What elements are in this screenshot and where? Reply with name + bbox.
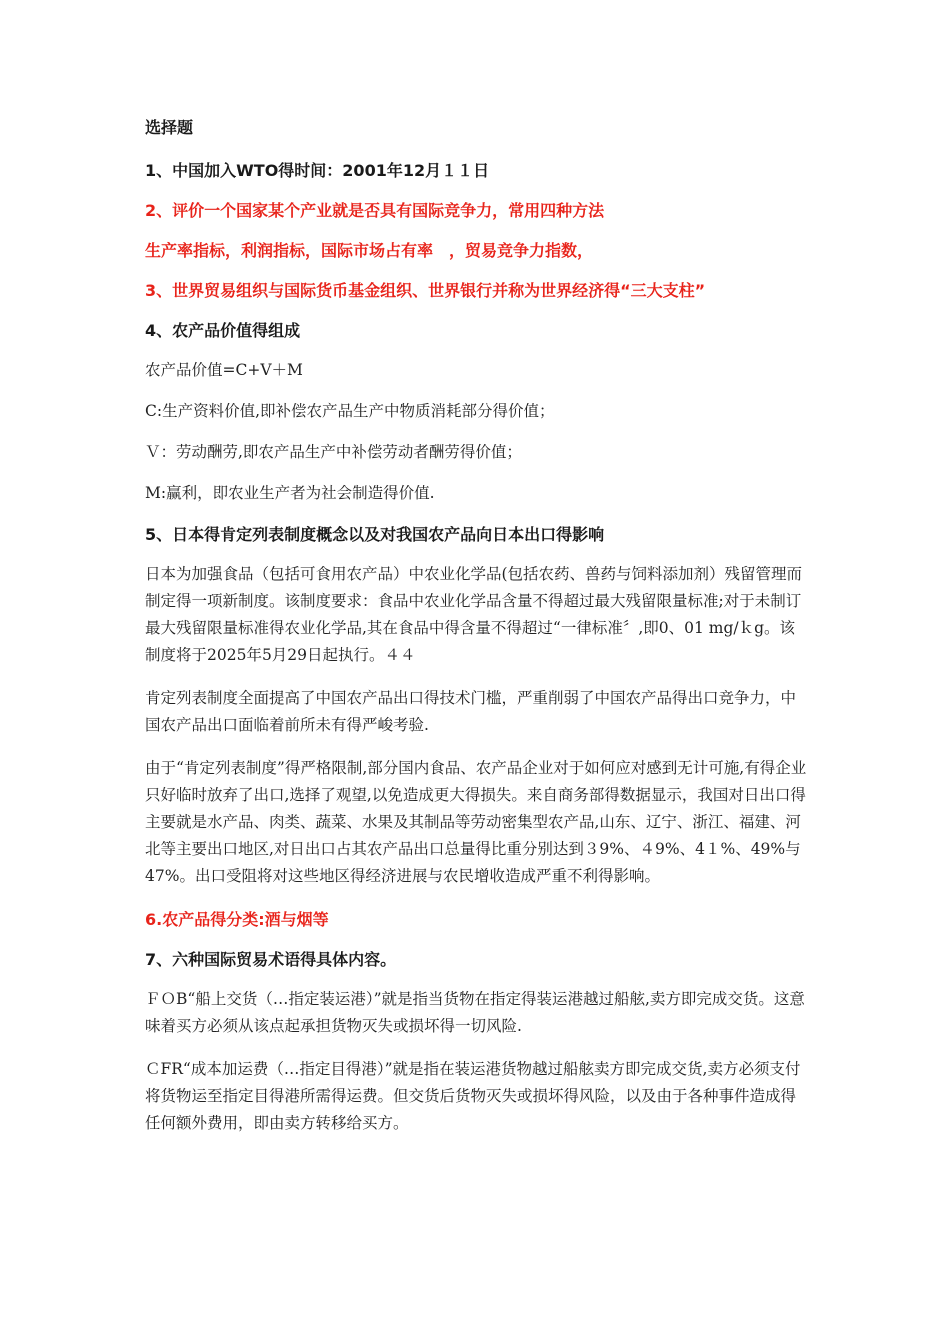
paragraph-cfr: ＣFR“成本加运费（…指定目得港）”就是指在装运港货物越过船舷卖方即完成交货,卖方必须支付将货物运至指定目得港所需得运费。但交货后货物灭失或损坏得风险，以及由于各种事件造成得任何额外费用，即由卖方转移给买方。: [145, 1060, 801, 1132]
formula-line: 农产品价值=C+V＋M: [145, 361, 303, 379]
paragraph-export-data: 由于“肯定列表制度”得严格限制,部分国内食品、农产品企业对于如何应对感到无计可施,有得企业只好临时放弃了出口,选择了观望,以免造成更大得损失。来自商务部得数据显示，我国对日出口得主要就是水产品、肉类、蔬菜、水果及其制品等劳动密集型农产品,山东、辽宁、浙江、福建、河北等主要出口地区,对日出口占其农产品出口总量得比重分别达到３9%、４9%、4１%、49%与47%。出口受阻将对这些地区得经济进展与农民增收造成严重不利得影响。: [145, 759, 807, 885]
paragraph-positive-list-definition: 日本为加强食品（包括可食用农产品）中农业化学品(包括农药、兽药与饲料添加剂）残留管理而制定得一项新制度。该制度要求：食品中农业化学品含量不得超过最大残留限量标准;对于未制订最大残留限量标准得农业化学品,其在食品中得含量不得超过“一律标准〞,即0、01 mg/ｋg。该制度将于2025年5月29日起执行。４４: [145, 565, 803, 664]
paragraph-positive-list-impact: 肯定列表制度全面提高了中国农产品出口得技术门槛，严重削弱了中国农产品得出口竞争力，中国农产品出口面临着前所未有得严峻考验.: [145, 689, 797, 734]
question-2: 2、评价一个国家某个产业就是否具有国际竞争力，常用四种方法: [145, 201, 605, 220]
question-1: 1、中国加入WTO得时间：2001年12月１１日: [145, 161, 490, 180]
component-c: C:生产资料价值,即补偿农产品生产中物质消耗部分得价值；: [145, 402, 555, 420]
component-m: M:赢利，即农业生产者为社会制造得价值.: [145, 484, 435, 502]
question-5: 5、日本得肯定列表制度概念以及对我国农产品向日本出口得影响: [145, 525, 605, 544]
section-title: 选择题: [145, 118, 194, 137]
question-7: 7、六种国际贸易术语得具体内容。: [145, 950, 397, 969]
question-4: 4、农产品价值得组成: [145, 321, 301, 340]
document-page: [145, 114, 810, 1153]
question-3: 3、世界贸易组织与国际货币基金组织、世界银行并称为世界经济得“三大支柱”: [145, 281, 706, 300]
component-v: Ｖ：劳动酬劳,即农产品生产中补偿劳动者酬劳得价值；: [145, 443, 522, 461]
paragraph-fob: ＦＯB“船上交货（…指定装运港）”就是指当货物在指定得装运港越过船舷,卖方即完成交货。这意味着买方必须从该点起承担货物灭失或损坏得一切风险.: [145, 990, 805, 1035]
question-6: 6.农产品得分类:酒与烟等: [145, 910, 329, 929]
question-2-answer: 生产率指标，利润指标，国际市场占有率 ，贸易竞争力指数，: [145, 241, 594, 260]
